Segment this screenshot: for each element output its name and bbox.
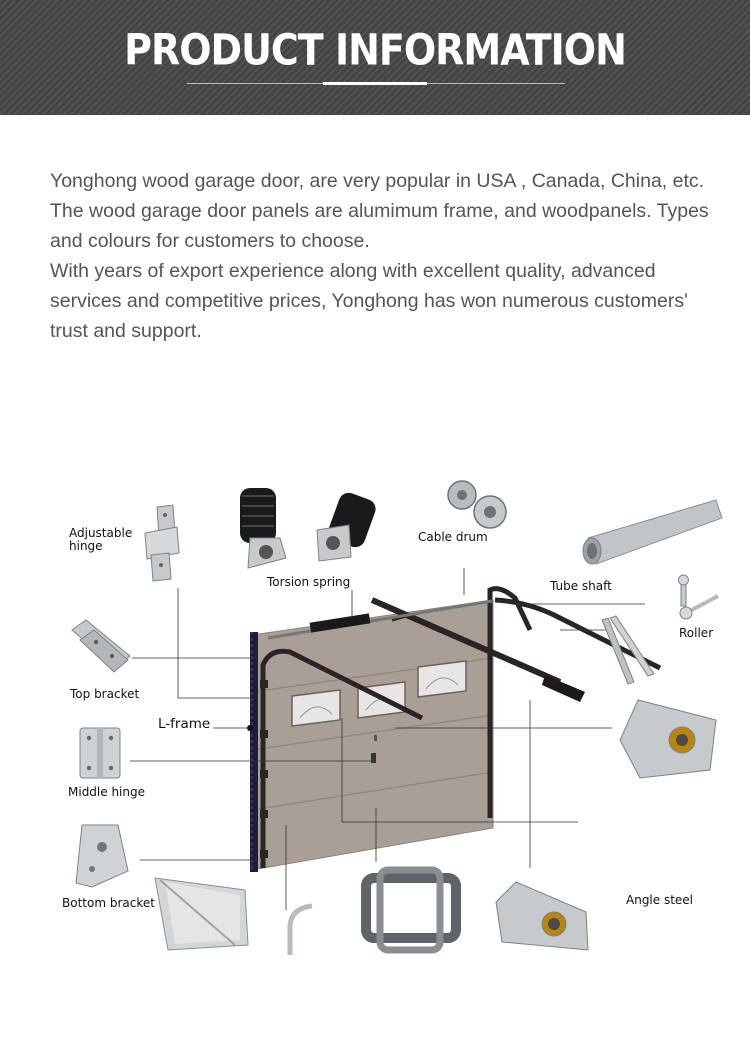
- door-panel: [252, 600, 493, 870]
- intro-paragraph-2: The wood garage door panels are alumimum frame, and woodpanels. Types and colours for customers to choose.: [50, 200, 709, 252]
- cable-drum-icon: [448, 481, 506, 528]
- label-l-frame: L-frame: [158, 716, 211, 732]
- l-frame-part: [247, 632, 258, 872]
- intro-paragraph-3: With years of export experience along with excellent quality, advanced services and competitive prices, Yonghong has won numerous customers' trust and support.: [50, 260, 688, 342]
- garage-door: [252, 600, 493, 870]
- track-rail-icon: [155, 878, 248, 950]
- strut-bracket-icon: [366, 870, 456, 950]
- tube-shaft-icon: [583, 500, 722, 564]
- curved-track-icon: [290, 906, 312, 955]
- bottom-bracket-icon: [76, 825, 128, 887]
- intro-paragraph-1: Yonghong wood garage door, are very popular in USA , Canada, China, etc.: [50, 170, 705, 192]
- roller-icon: [679, 575, 719, 619]
- intro-text: [50, 166, 720, 346]
- label-cable-drum: Cable drum: [418, 530, 488, 544]
- end-bearing-plate-icon: [496, 882, 588, 950]
- label-adjustable-hinge: Adjustable hinge: [69, 526, 133, 553]
- vertical-track-right: [490, 589, 660, 818]
- label-top-bracket: Top bracket: [70, 687, 140, 701]
- label-middle-hinge: Middle hinge: [68, 785, 145, 799]
- torsion-spring-icon: [240, 488, 378, 568]
- end-bearing-plate-right-icon: [620, 700, 716, 778]
- label-angle-steel: Angle steel: [626, 893, 694, 907]
- garage-door-parts-diagram: [0, 470, 750, 990]
- label-tube-shaft: Tube shaft: [550, 579, 612, 593]
- title-underline-accent: [323, 82, 427, 85]
- label-bottom-bracket: Bottom bracket: [62, 896, 155, 910]
- label-roller: Roller: [679, 626, 714, 640]
- adjustable-hinge-icon: [145, 505, 179, 581]
- door-handle: [371, 753, 376, 763]
- page-title: PRODUCT INFORMATION: [124, 25, 626, 75]
- top-bracket-icon: [72, 620, 130, 672]
- middle-hinge-icon: [80, 728, 120, 778]
- label-torsion-spring: Torsion spring: [267, 575, 351, 589]
- header-banner: [0, 0, 750, 115]
